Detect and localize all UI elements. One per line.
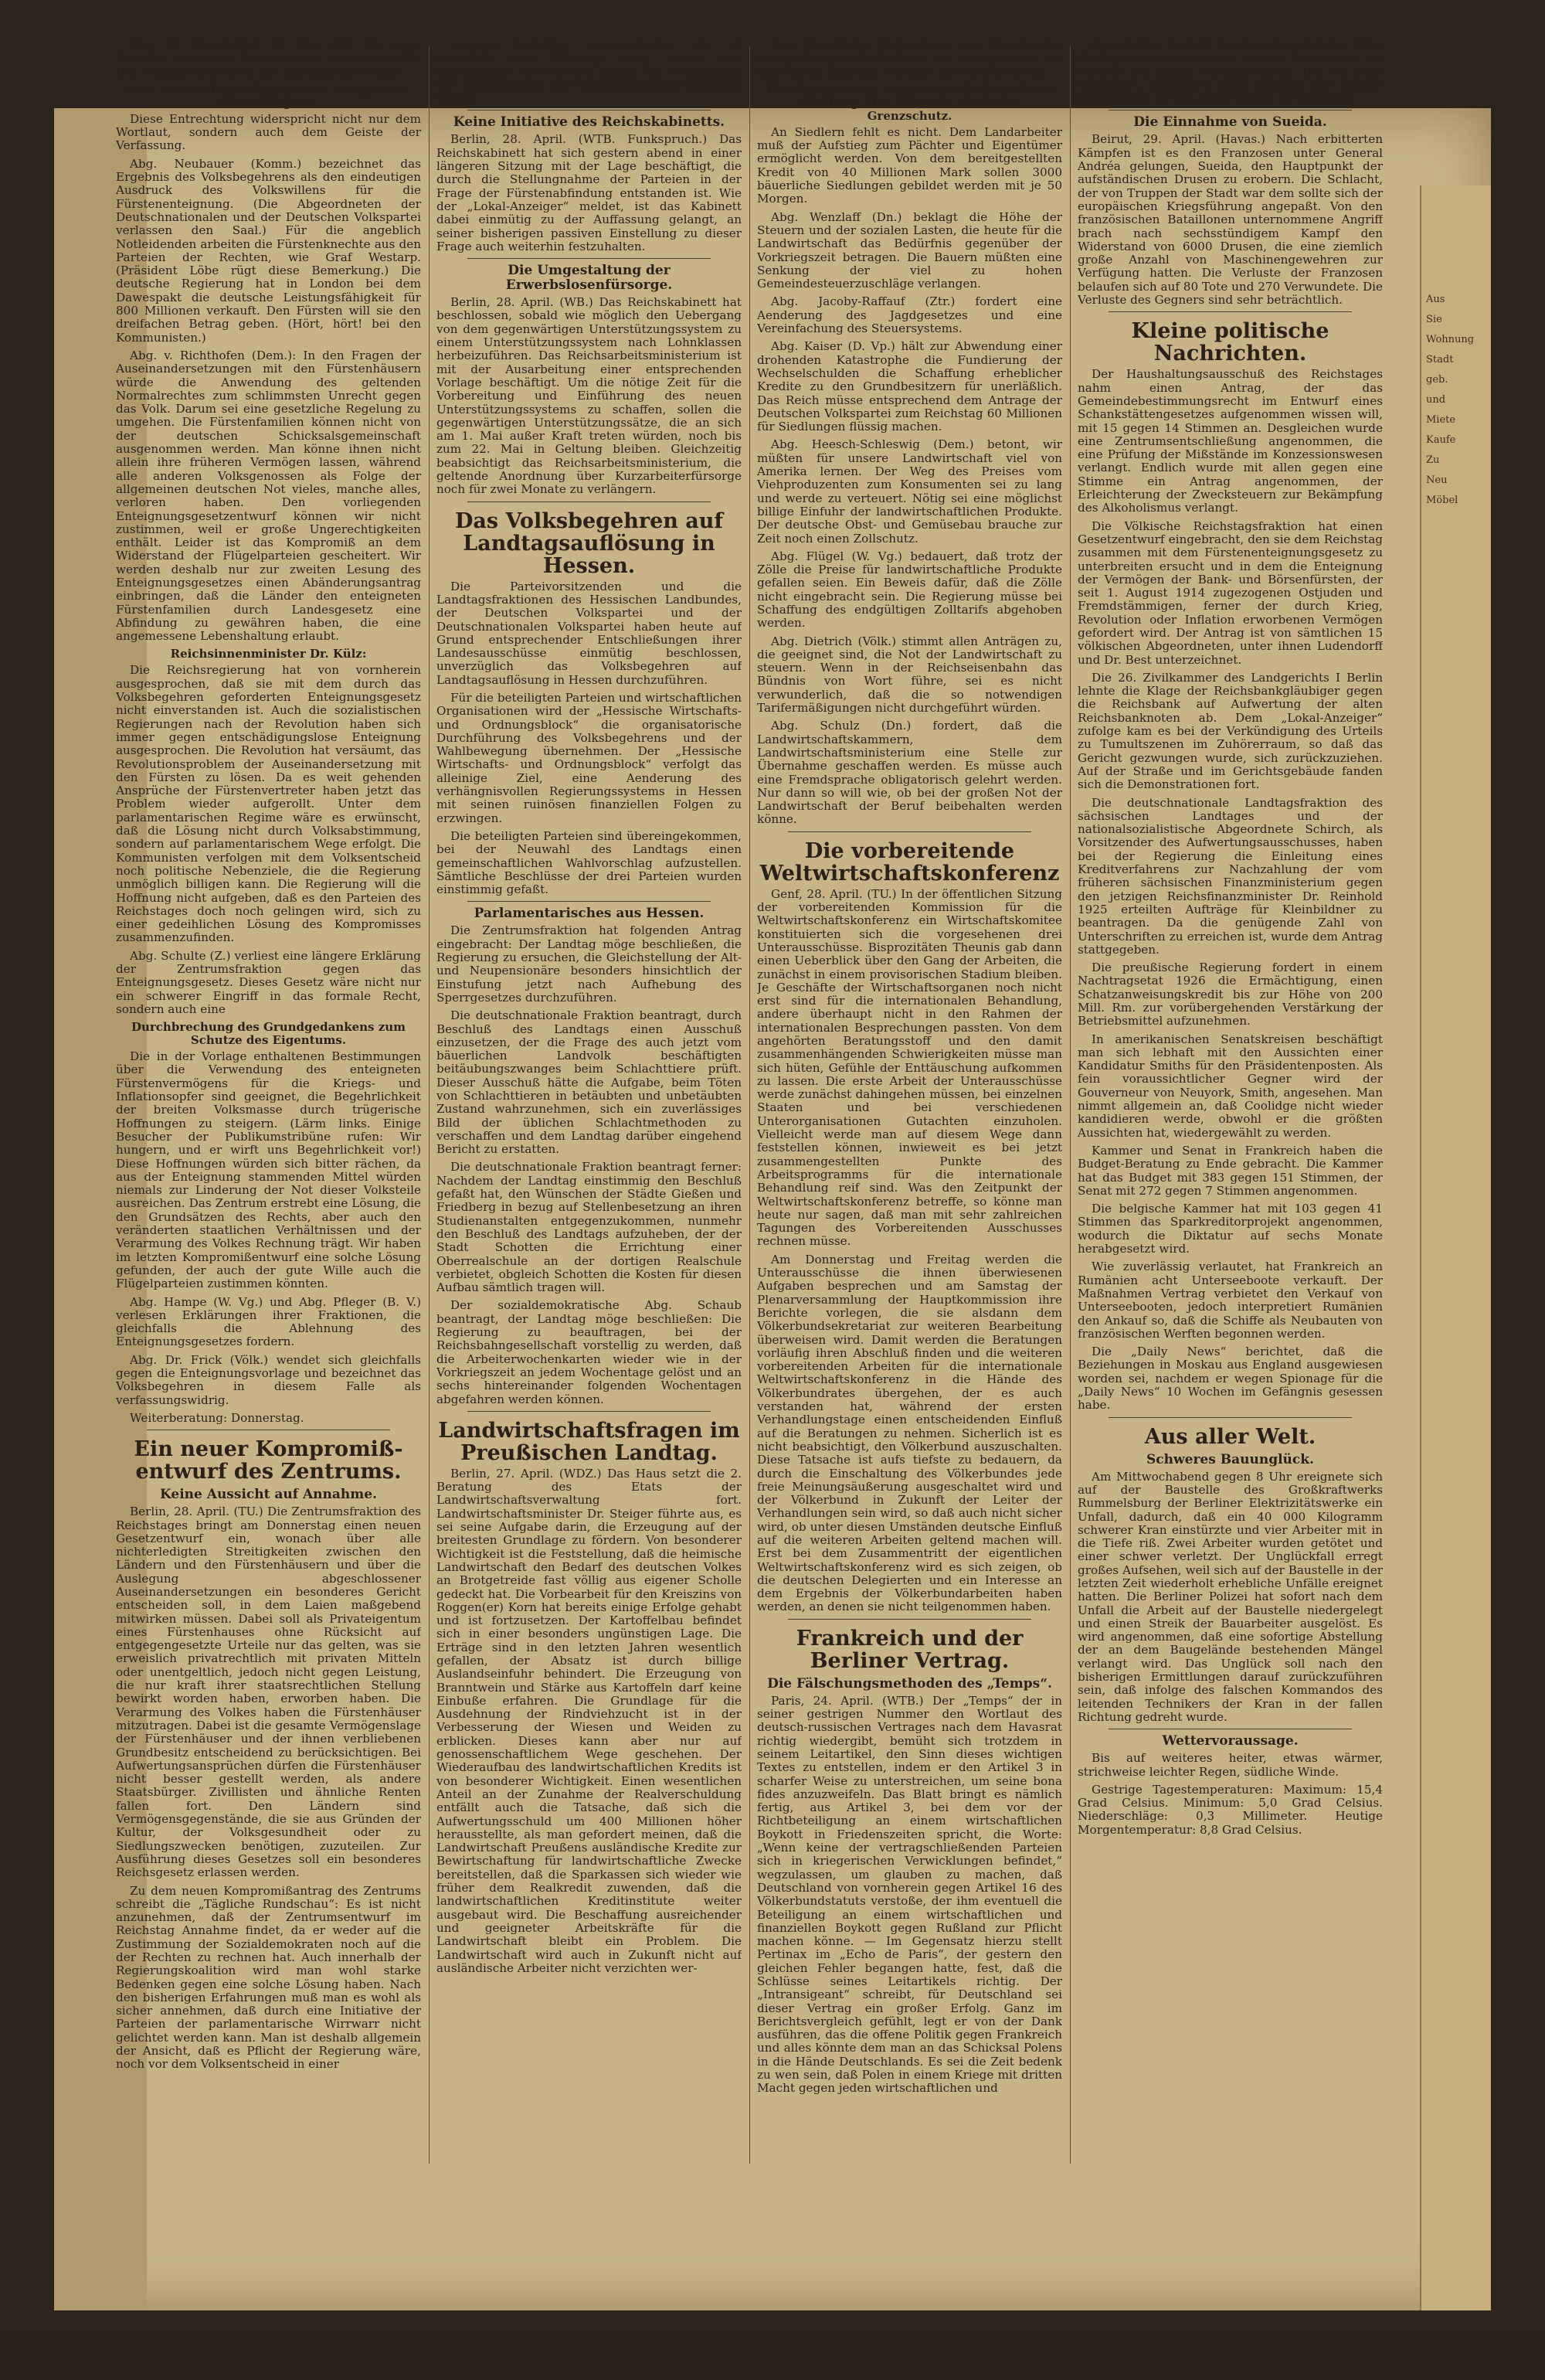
bold-subheading: Eine lebenswerte Aufgabe ist die bäuerliche Siedlung. Der Bauer ist der beste Grenzschutz. (766, 82, 1053, 123)
article-paragraph: Die deutschnationale Fraktion beantragt, durch Beschluß des Landtags einen Ausschuß einzusetzen, der die Frage des auch jetzt vom bäuerlichen Landvolk beschäftigten beitäubungszwanges beim Schlachttiere prüft. Dieser Ausschuß hätte die Aufgabe, beim Töten von Schlachttieren in betäubten und unbetäubten Zustand wahrzunehmen, sich ein zuverlässiges Bild der üblichen Schlachtmethoden zu verschaffen und dem Landtag darüber eingehend Bericht zu erstatten. (436, 1008, 742, 1157)
adjacent-page-fragment: Möbel (1426, 495, 1458, 506)
article-column-3 (757, 39, 1062, 2171)
article-headline: Die vorbereitende Weltwirtschaftskonferenz (759, 838, 1060, 886)
adjacent-page-fragment: geb. (1426, 374, 1448, 386)
article-paragraph: Am Mittwochabend gegen 8 Uhr ereignete sich auf der Baustelle des Großkraftwerks Rummelsburg der Berliner Elektrizitätswerke ein Unfall, dadurch, daß ein 40 000 Kilogramm schwerer Kran einstürzte und vier Arbeiter mit in die Tiefe riß. Zwei Arbeiter wurden getötet und einer schwer verletzt. Der Unglückfall erregt großes Aufsehen, weil sich auf der Baustelle in der letzten Zeit wiederholt erhebliche Unfälle ereignet hatten. Die Berliner Polizei hat sofort nach dem Unfall die Arbeit auf der Baustelle niedergelegt und einen Streik der Bauarbeiter ausgelöst. Es wird angenommen, daß eine sofortige Abstellung der an dem Baugelände bestehenden Mängel verlangt wird. Das Unglück soll nach den bisherigen Ermittlungen darauf zurückzuführen sein, daß infolge des falschen Kommandos des leitenden Technikers der Kran in der fallen Richtung gedreht wurde. (1078, 1469, 1383, 1724)
article-headline: Ein neuer Kompromiß-entwurf des Zentrums. (134, 1437, 403, 1484)
article-paragraph: Die deutschnationale Fraktion beantragt ferner: Nachdem der Landtag einstimmig den Beschluß gefaßt hat, den Wünschen der Städte Gießen und Friedberg in bezug auf Stellenbesetzung an ihren Studienanstalten entgegenzukommen, nunmehr den Beschluß des Landtags aufzuheben, der der Stadt Schotten die Errichtung einer Oberrealschule an der dortigen Realschule verbietet, obgleich Schotten die Kosten für diesen Aufbau sämtlich tragen will. (436, 1160, 742, 1295)
article-paragraph: Berlin, 27. April. (WDZ.) Das Haus setzt die 2. Beratung des Etats der Landwirtschaftsverwaltung fort. Landwirtschaftsminister Dr. Steiger führte aus, es sei seine Aufgabe darin, die Erzeugung auf der breitesten Grundlage zu fördern. Von besonderer Wichtigkeit ist die Feststellung, daß die heimische Landwirtschaft den Bedarf des deutschen Volkes an Brotgetreide fast völlig aus eigener Scholle gedeckt hat. Die Vorbearbeit für den Kreiszins von Roggen(er) Korn hat bereits einige Erfolge gehabt und ist fortzusetzen. Der Kartoffelbau befindet sich in einer besonders ungünstigen Lage. Die Erträge sind in den letzten Jahren wesentlich gefallen, der Absatz ist durch billige Auslandseinfuhr behindert. Die Erzeugung von Branntwein und Stärke aus Kartoffeln darf keine Einbuße erfahren. Die Grundlage für die Ausdehnung der Rindviehzucht ist in der Verbesserung der Wiesen und Weiden zu erblicken. Dieses kann aber nur auf genossenschaftlichem Wege geschehen. Der Wiederaufbau des landwirtschaftlichen Kredits ist von besonderer Wichtigkeit. Einen wesentlichen Anteil an der Zunahme der Realverschuldung entfällt auch die Tatsache, daß sich die Aufwertungsschuld um 400 Millionen höher herausstellte, als man gefordert meinen, daß die Landwirtschaft Preußens ausländische Kredite zur Bewirtschaftung für landwirtschaftliche Zwecke bereitstellen, daß die Sparkassen sich wieder wie früher dem Realkredit zuwenden, daß die landwirtschaftlichen Kreditinstitute weiter ausgebaut wird. Die Beschaffung ausreichender und geeigneter Arbeitskräfte für die Landwirtschaft bleibt ein Problem. Die Landwirtschaft wird auch in Zukunft nicht auf ausländische Arbeiter nicht verzichten wer- (436, 1466, 742, 1975)
article-paragraph: Die beteiligten Parteien sind übereingekommen, bei der Neuwahl des Landtags einen gemeinschaftlichen Wahlvorschlag aufzustellen. Sämtliche Beschlüsse der drei Parteien wurden einstimmig gefaßt. (436, 828, 742, 897)
article-paragraph: Berlin, 28. April. (TU.) Die Zentrumsfraktion des Reichstages bringt am Donnerstag einen neuen Gesetzentwurf ein, wonach über alle nichterledigten Streitigkeiten zwischen den Ländern und den Fürstenhäusern und über die Auslegung abgeschlossener Auseinandersetzungen ein besonderes Gericht entscheiden soll, in dem Laien maßgebend mitwirken müssen. Dabei soll als Privateigentum eines Fürstenhauses ohne Rücksicht auf entgegengesetzte Urteile nur das gelten, was sie erweislich privatrechtlich mit privaten Mitteln oder unentgeltlich, jedoch nicht gegen Leistung, die nur kraft ihrer staatsrechtlichen Stellung bewirkt worden haben, erworben haben. Die Verarmung des Volkes haben die Fürstenhäuser mitzutragen. Dabei ist die gesamte Vermögenslage der Fürstenhäuser und der ihnen verbliebenen Grundbesitz entscheidend zu berücksichtigen. Bei Aufwertungsansprüchen dürfen die Fürstenhäuser nicht besser gestellt werden, als andere Staatsbürger. Zivillisten und ähnliche Renten fallen fort. Den Ländern sind Vermögensgegenstände, die sie aus Gründen der Kultur, der Volksgesundheit oder zu Siedlungszwecken benötigen, zuzuteilen. Zur Ausführung dieses Gesetzes soll ein besonderes Reichsgesetz erlassen werden. (116, 1504, 421, 1880)
article-paragraph: Abg. Dr. Wunderlich (D. Vp.) gibt für seine Fraktion eine kurze Erklärung ab, in der es heißt: Die Volkspartei sieht in der Entrignungsvorlage (116, 39, 421, 79)
article-paragraph: Diese Entrechtung widerspricht nicht nur dem Wortlaut, sondern auch dem Geiste der Verfassung. (116, 111, 421, 153)
article-paragraph: Zu dem neuen Kompromißantrag des Zentrums schreibt die „Tägliche Rundschau“: Es ist nicht anzunehmen, daß der Zentrumsentwurf im Reichstag Annahme findet, da er weder auf die Zustimmung der Sozialdemokraten noch auf die der Rechten zu rechnen hat. Auch innerhalb der Regierungskoalition wird man wohl starke Bedenken gegen eine solche Lösung haben. Nach den bisherigen Erfahrungen muß man es wohl als sicher annehmen, daß durch eine Initiative der Parteien der parlamentarische Wirrwarr nicht gelichtet werden kann. Man ist deshalb allgemein der Ansicht, daß es Pflicht der Regierung wäre, noch vor dem Volksentscheid in einer (116, 1883, 421, 2072)
article-paragraph: Abg. v. Richthofen (Dem.): In den Fragen der Auseinandersetzungen mit den Fürstenhäusern würde die Anwendung des geltenden Normalrechtes zum schlimmsten Unrecht gegen das Volk. Darum sei eine gesetzliche Regelung zu umgehen. Die Fürstenfamilien können nicht von der deutschen Schicksalsgemeinschaft ausgenommen werden. Man könne ihnen nicht allein ihre früheren Vermögen lassen, während alle anderen Volksgenossen als Folge der allgemeinen deutschen Not vieles, manche alles, verloren haben. Den vorliegenden Enteignungsgesetzentwurf können wir nicht zustimmen, weil er große Ungerechtigkeiten enthält. Leider ist das Kompromiß an dem Widerstand der Flügelparteien gescheitert. Wir werden deshalb nur zur zweiten Lesung des Enteignungsgesetzes einen Abänderungsantrag einbringen, daß die Länder den enteigneten Fürstenfamilien durch Landesgesetz eine Abfindung zu gewähren haben, die eine angemessene Lebenshaltung erlaubt. (116, 348, 421, 644)
article-paragraph: eigenen Initiative hervorzutreten. Es ist jedenfalls eine Führung nötig, damit eine gemeinsame Abwehrfront gegen die Propaganda der Kommunisten und Sozialdemokraten zustande kommt. (436, 39, 742, 106)
article-subheadline: Die Fälschungsmethoden des „Temps“. (767, 1675, 1052, 1692)
article-subheadline: Keine Aussicht auf Annahme. (159, 1487, 377, 1503)
article-paragraph: Gestrige Tagestemperaturen: Maximum: 15,4 Grad Celsius. Minimum: 5,0 Grad Celsius. Niederschläge: 0,3 Millimeter. Heutige Morgentemperatur: 8,8 Grad Celsius. (1078, 1782, 1383, 1837)
article-paragraph: Die in der Vorlage enthaltenen Bestimmungen über die Verwendung des enteigneten Fürstenvermögens für die Kriegs- und Inflationsopfer sind geeignet, die Begehrlichkeit der breiten Volksmasse durch trügerische Hoffnungen zu steigern. (Lärm links. Einige Besucher der Publikumstribüne rufen: Wir hungern, und er wirft uns Begehrlichkeit vor!) Diese Hoffnungen würden sich bitter rächen, da aus der Enteignung stammenden Mittel würden niemals zur Linderung der Not dieser Volksteile ausreichen. Das Zentrum erstrebt eine Lösung, die den Grundsätzen des Rechts, aber auch den veränderten staatlichen Verhältnissen und der Verarmung des Volkes Rechnung trägt. Wir haben im letzten Kompromißentwurf eine solche Lösung gefunden, der auch der gute Wille auch die Flügelparteien zustimmen könnten. (116, 1049, 421, 1291)
section-divider (1109, 311, 1352, 312)
article-paragraph: Abg. Flügel (W. Vg.) bedauert, daß trotz der Zölle die Preise für landwirtschaftliche Produkte gefallen seien. Ein Beweis dafür, daß die Zölle nicht eingebracht sein. Die Regierung müsse bei Schaffung des endgültigen Zolltarifs abgehoben werden. (757, 549, 1062, 631)
adjacent-page-fragment: Aus (1426, 294, 1445, 305)
article-subheadline: Die Umgestaltung der Erwerbslosenfürsorge. (505, 263, 673, 294)
article-paragraph: Bis auf weiteres heiter, etwas wärmer, strichweise leichter Regen, südliche Winde. (1078, 1751, 1383, 1779)
article-paragraph: den. Gesetzliche Maßnahmen zum Zwecke der zwangsläufigen Festhaltung der Arbeitskräfte auf dem Lande kann der Minister nicht befürworten. (757, 39, 1062, 79)
article-column-2 (436, 39, 742, 2171)
article-paragraph: Abg. Heesch-Schleswig (Dem.) betont, wir müßten für unsere Landwirtschaft viel von Amerika lernen. Der Weg des Preises vom Viehproduzenten zum Konsumenten sei zu lang und werde zu verteuert. Nötig sei eine möglichst billige Einfuhr der landwirtschaftlichen Produkte. Der deutsche Obst- und Gemüsebau brauche zur Zeit noch einen Zollschutz. (757, 437, 1062, 546)
adjacent-page-fragment: Sie (1426, 314, 1442, 325)
article-paragraph: Berlin, 28. April. (WTB. Funkspruch.) Das Reichskabinett hat sich gestern abend in einer längeren Sitzung mit der Lage beschäftigt, die durch die Stellungnahme der Parteien in der Frage der Fürstenabfindung entstanden ist. Wie der „Lokal-Anzeiger“ meldet, ist das Kabinett dabei einmütig zu der Auffassung gelangt, an seiner bisherigen passiven Einstellung zu dieser Frage auch weiterhin festzuhalten. (436, 132, 742, 253)
section-divider (788, 831, 1031, 832)
article-paragraph: Der Haushaltungsausschuß des Reichstages nahm einen Antrag, der das Gemeindebestimmungsrecht im Entwurf eines Schankstättengesetzes aufgenommen wissen will, mit 15 gegen 14 Stimmen an. Desgleichen wurde eine Zentrumsentschließung angenommen, die eine Prüfung der Mißstände im Konzessionswesen verlangt. Endlich wurde mit allen gegen eine Stimme ein Antrag angenommen, der Erleichterung der Zwecksteuern zur Bekämpfung des Alkoholismus verlangt. (1078, 367, 1383, 515)
bold-subheading: eine brutale Entrechtung einer Gruppe von Staatsbürgern. (127, 82, 409, 110)
article-column-1 (116, 39, 421, 2171)
adjacent-page-strip (1420, 185, 1491, 2310)
article-paragraph: Weiterberatung: Donnerstag. (130, 1410, 304, 1425)
article-paragraph: Die Reichsregierung hat von vornherein ausgesprochen, daß sie mit dem durch das Volksbegehren geforderten Enteignungsgesetz nicht einverstanden ist. Auch die sozialistischen Regierungen nach der Revolution haben sich immer gegen entschädigungslose Enteignung ausgesprochen. Die Revolution hat versäumt, das Revolutionsproblem der Auseinandersetzung mit den Fürsten zu lösen. Da es weit gehenden Ansprüche der Fürstenvertreter haben jetzt das Problem wieder aufgerollt. Unter dem parlamentarischen Regime wäre es erwünscht, daß die Lösung nicht durch Volksabstimmung, sondern auf parlamentarischem Wege erfolgt. Die Kommunisten verfolgen mit dem Volksentscheid noch politische Nebenziele, die die Regierung unmöglich billigen kann. Die Regierung will die Hoffnung nicht aufgeben, daß es den Parteien des Reichstages doch noch gelingen wird, sich zu einer gedeihlichen Lösung des Kompromisses zusammenzufinden. (116, 663, 421, 945)
article-subheadline: Schweres Bauunglück. (1146, 1451, 1314, 1467)
article-paragraph: Abg. Schulte (Z.) verliest eine längere Erklärung der Zentrumsfraktion gegen das Enteignungsgesetz. Dieses Gesetz wäre nicht nur ein schwerer Eingriff in das formale Recht, sondern auch eine (116, 948, 421, 1016)
article-paragraph: Abg. Kaiser (D. Vp.) hält zur Abwendung einer drohenden Katastrophe die Fundierung der Wechselschulden die Schaffung erheblicher Kredite zu den Grundbesitzern für unerläßlich. Das Reich müsse entsprechend dem Antrage der Deutschen Volkspartei zum Reichstag 60 Millionen für Siedlungen flüssig machen. (757, 339, 1062, 434)
article-paragraph: Die deutschnationale Landtagsfraktion des sächsischen Landtages und der nationalsozialistische Abgeordnete Schirch, als Vorsitzender des Aufwertungsausschusses, haben bei der Regierung die Einleitung eines Kreditverfahrens zur Nachzahlung der vom früheren sächsischen Finanzministerium gegen den jetzigen Reichsfinanzminister Dr. Reinhold 1925 erteilten Aufträge für Kleinbildner zu beantragen. Da die genügende Zahl von Unterschriften zu erreichen ist, wurde dem Antrag stattgegeben. (1078, 795, 1383, 957)
article-paragraph: Die Parteivorsitzenden und die Landtagsfraktionen des Hessischen Landbundes, der Deutschen Volkspartei und der Deutschnationalen Volkspartei haben heute auf Grund entsprechender Entschließungen ihrer Landesausschüsse einmütig beschlossen, unverzüglich das Volksbegehren auf Landtagsauflösung in Hessen durchzuführen. (436, 579, 742, 687)
article-paragraph: Die Zentrumsfraktion hat folgenden Antrag eingebracht: Der Landtag möge beschließen, die Regierung zu ersuchen, die Gleichstellung der Alt- und Neupensionäre besonders hinsichtlich der Einstufung jetzt nach Aufhebung des Sperrgesetzes durchzuführen. (436, 923, 742, 1005)
article-paragraph: Beirut, 29. April. (Havas.) Nach erbitterten Kämpfen ist es den Franzosen unter General Andréa gelungen, Sueida, den Hauptpunkt der aufständischen Drusen zu erobern. Die Schlacht, der von Truppen der Stadt war dem sollte sich der europäischen Kriegsführung angepaßt. Von den französischen Bataillonen unternommene Angriff brach nach sechsstündigem Kampf den Widerstand von 6000 Drusen, die eine ziemlich große Anzahl von Maschinengewehren zur Verfügung hatten. Die Verluste der Franzosen belaufen sich auf 80 Tote und 270 Verwundete. Die Verluste des Gegners sind sehr beträchtlich. (1078, 132, 1383, 308)
article-paragraph: Die Völkische Reichstagsfraktion hat einen Gesetzentwurf eingebracht, den sie dem Reichstag zusammen mit dem Fürstenenteignungsgesetz zu unterbreiten ersucht und in dem die Enteignung der Vermögen der Bank- und Börsenfürsten, der seit 1. August 1914 zugezogenen Ostjuden und Fremdstämmigen, ferner der durch Krieg, Revolution oder Inflation erworbenen Vermögen gefordert wird. Der Antrag ist von sämtlichen 15 völkischen Abgeordneten, unter ihnen Ludendorff und Dr. Best unterzeichnet. (1078, 518, 1383, 667)
article-paragraph: Die 26. Zivilkammer des Landgerichts I Berlin lehnte die Klage der Reichsbankgläubiger gegen die Reichsbank auf Aufwertung der alten Reichsbanknoten ab. Dem „Lokal-Anzeiger“ zufolge kam es bei der Verkündigung des Urteils zu Tumultszenen im Zuhörerraum, so daß das Gericht gezwungen wurde, sich zurückzuziehen. Auf der Straße und im Gerichtsgebäude fanden sich die Demonstrationen fort. (1078, 670, 1383, 792)
article-headline: Landwirtschaftsfragen im Preußischen Landtag. (438, 1418, 740, 1465)
section-divider (1109, 1417, 1352, 1418)
bold-subheading: Reichsinnenminister Dr. Külz: (170, 647, 367, 661)
article-paragraph: Die belgische Kammer hat mit 103 gegen 41 Stimmen das Sparkreditorprojekt angenommen, wodurch die Diktatur auf sechs Monate herabgesetzt wird. (1078, 1202, 1383, 1256)
adjacent-page-fragment: Stadt (1426, 354, 1454, 366)
article-paragraph: Paris, 24. April. (WTB.) Der „Temps“ der in seiner gestrigen Nummer den Wortlaut des deutsch-russischen Vertrages nach dem Havasrat richtig wiedergibt, bemüht sich trotzdem in seinem Leitartikel, den Sinn dieses wichtigen Textes zu entstellen, indem er den Artikel 3 in scharfer Weise zu unterstreichen, um seine bona fides anzuzweifeln. Das Blatt bringt es nämlich fertig, aus Artikel 3, bei dem vor der Richtbeteiligung an einem wirtschaftlichen Boykott in Friedenszeiten spricht, die Worte: „Wenn keine der vertragschließenden Parteien sich in kriegerischen Verwicklungen befindet,“ wegzulassen, um glauben zu machen, daß Deutschland von vornherein gegen Artikel 16 des Völkerbundstatuts verstoße, der ihm eventuell die Beteiligung an einem wirtschaftlichen und finanziellen Boykott gegen Rußland zur Pflicht machen könne. — Im Gegensatz hierzu stellt Pertinax im „Echo de Paris“, der gestern den gleichen Fehler begangen hatte, fest, daß die Schlüsse seines Leitartikels richtig. Der „Intransigeant“ schreibt, für Deutschland sei dieser Vertrag ein großer Erfolg. Ganz im Berichtsvergleich gefühlt, legt er von der Dank ausführen, das die offene Politik gegen Frankreich und alles könnte dem man an das Schicksal Polens in die Hände Deutschlands. Es sei die Zeit bedenk zu wen sein, daß Polen in einem Kriege mit dritten Macht gegen jeden wirtschaftlichen und (757, 1693, 1062, 2096)
article-paragraph: Abg. Wenzlaff (Dn.) beklagt die Höhe der Steuern und der sozialen Lasten, die heute für die Landwirtschaft das Bedürfnis gegenüber der Vorkriegszeit betragen. Die Bauern müßten eine Senkung der viel zu hohen Gemeindesteuerzuschläge verlangen. (757, 209, 1062, 291)
article-paragraph: Abg. Dr. Frick (Völk.) wendet sich gleichfalls gegen die Enteignungsvorlage und bezeichnet das Volksbegehren in diesem Falle als verfassungswidrig. (116, 1352, 421, 1407)
adjacent-page-fragment: Miete (1426, 414, 1456, 426)
article-headline: Das Volksbegehren auf Landtagsauflösung in Hessen. (454, 508, 724, 578)
section-divider (467, 258, 711, 259)
article-headline: Frankreich und der Berliner Vertrag. (796, 1626, 1024, 1673)
bold-subheading: Durchbrechung des Grundgedankens zum Schutze des Eigentums. (131, 1020, 406, 1048)
article-paragraph: Kammer und Senat in Frankreich haben die Budget-Beratung zu Ende gebracht. Die Kammer hat das Budget mit 383 gegen 151 Stimmen, der Senat mit 272 gegen 7 Stimmen angenommen. (1078, 1143, 1383, 1198)
article-paragraph: Berlin, 28. April. (WB.) Das Reichskabinett hat beschlossen, sobald wie möglich den Uebergang von dem gegenwärtigen Unterstützungssystem zu einem Unterstützungssystem nach Lohnklassen herbeizuführen. Das Reichsarbeitsministerium ist mit der Ausarbeitung einer entsprechenden Vorlage beschäftigt. Um die nötige Zeit für die Vorbereitung und Einführung des neuen Unterstützungssystems zu schaffen, sollen die gegenwärtigen Unterstützungssätze, die an sich am 1. Mai außer Kraft treten würden, noch bis zum 22. Mai in Geltung bleiben. Gleichzeitig beabsichtigt das Reichsarbeitsministerium, die geltende Anordnung über Kurzarbeiterfürsorge noch für zwei Monate zu verlängern. (436, 295, 742, 497)
article-paragraph: Abg. Dietrich (Völk.) stimmt allen Anträgen zu, die geeignet sind, die Not der Landwirtschaft zu steuern. Wenn in der Reichseisenbahn das Bündnis von Wort führe, sei es nicht verwunderlich, daß die so notwendigen Tarifermäßigungen nicht durchgeführt würden. (757, 634, 1062, 716)
article-paragraph: Abg. Schulz (Dn.) fordert, daß die Landwirtschaftskammern, dem Landwirtschaftsministerium eine Stelle zur Übernahme geschaffen werden. Es müsse auch eine Fremdsprache obligatorisch gelehrt werden. Nur dann so will wie, ob bei der großen Not der Landwirtschaft der Beruf beibehalten werden könne. (757, 719, 1062, 827)
adjacent-page-fragment: Kaufe (1426, 434, 1456, 446)
adjacent-page-fragment: Wohnung (1426, 334, 1475, 345)
article-paragraph: Abg. Neubauer (Komm.) bezeichnet das Ergebnis des Volksbegehrens als den eindeutigen Ausdruck des Volkswillens für die Fürstenenteignung. (Die Abgeordneten der Deutschnationalen und der Deutschen Volkspartei verlassen den Saal.) Für die angeblich Notleidenden arbeiten die Fürstenknechte aus den Parteien der Rechten, wie Graf Westarp. (Präsident Löbe rügt diese Bemerkung.) Die deutsche Regierung hat in London bei dem Dawespakt die deutsche Leistungsfähigkeit für 800 Millionen verkauft. Den Fürsten will sie den dreifachen Betrag geben. (Hört, hört! bei den Kommunisten.) (116, 156, 421, 345)
section-divider (467, 901, 711, 902)
article-subheadline: Parlamentarisches aus Hessen. (474, 906, 705, 922)
adjacent-page-fragment: Zu (1426, 454, 1440, 466)
column-rule (749, 46, 750, 2164)
article-paragraph: Der sozialdemokratische Abg. Schaub beantragt, der Landtag möge beschließen: Die Regierung zu beauftragen, bei der Reichsbahngesellschaft vorstellig zu werden, daß die Arbeiterwochenkarten wieder wie in der Vorkriegszeit an jedem Wochentage gelöst und an sechs hintereinander folgenden Wochentagen abgefahren werden können. (436, 1298, 742, 1406)
article-paragraph: Die preußische Regierung fordert in einem Nachtragsetat 1926 die Ermächtigung, einen Schatzanweisungskredit bis zur Höhe von 200 Mill. Rm. zur vorübergehenden Verstärkung der Betriebsmittel aufzunehmen. (1078, 960, 1383, 1028)
article-subheadline: Keine Initiative des Reichskabinetts. (453, 114, 725, 131)
article-paragraph: Die „Daily News“ berichtet, daß die Beziehungen in Moskau aus England ausgewiesen worden sei, nachdem er wegen Spionage für die „Daily News“ 10 Wochen im Gefängnis gesessen habe. (1078, 1345, 1383, 1413)
column-rule (1070, 46, 1071, 2164)
section-divider (467, 1411, 711, 1412)
article-paragraph: Am Donnerstag und Freitag werden die Unterausschüsse die ihnen überwiesenen Aufgaben besprechen und am Samstag der Plenarversammlung der Hauptkommission ihre Berichte vorlegen, die sie alsdann dem Völkerbundsekretariat zur weiteren Bearbeitung überweisen wird. Damit werden die Beratungen vorläufig ihren Abschluß finden und die weiteren vorbereitenden Arbeiten für die internationale Weltwirtschaftskonferenz in die Hände des Völkerbundrates übergehen, der es auch verstanden hat, während der ersten Verhandlungstage einen entscheidenden Einfluß auf die Beratungen zu nehmen. Sicherlich ist es nicht beabsichtigt, den Völkerbund auszuschalten. Diese Tatsache ist aufs tiefste zu bedauern, da durch die Einschaltung des Völkerbundes jede freie Meinungsäußerung ausgeschaltet wird und der Völkerbund in Zukunft der Leiter der Verhandlungen sein wird, so daß auch nicht sicher wird, ob unter diesen Umständen deutsche Einfluß auf die weiteren Arbeiten geltend machen will. Erst bei dem Zusammentritt der eigentlichen Weltwirtschaftskonferenz wird es sich zeigen, ob die deutschen Delegierten und ein Interesse an dem Ergebnis der Völkerbundarbeiten haben werden, an denen sie nicht teilgenommen haben. (757, 1252, 1062, 1614)
article-column-4 (1078, 39, 1383, 2171)
article-headline: Kleine politische Nachrichten. (1131, 319, 1329, 366)
article-paragraph: finanziellen Boykott durch andere Länder. Man dürfe jedoch nicht mutlos werden. Man wisse die Antwort auf diesen Vertrag suchen. Das sei nicht unmöglich, besonders wenn England sich endlich entschließe, die deutsche Gefahr zu verstehen. (1078, 39, 1383, 106)
article-paragraph: Genf, 28. April. (TU.) In der öffentlichen Sitzung der vorbereitenden Kommission für die Weltwirtschaftskonferenz ein Wirtschaftskomitee konstituierten sich die vorgesehenen drei Unterausschüsse. Bisprozitäten Theunis gab dann einen Ueberblick über den Gang der Arbeiten, die zunächst in einem provisorischen Stadium bleiben. Je Geschäfte der Wirtschaftsorganen noch nicht erst sind für die internationalen Behandlung, andere überhaupt nicht in den Rahmen der internationalen Besprechungen passten. Von dem angehörten Beratungsstoff und den damit zusammenhängenden Schwierigkeiten müsse man sich hüten, Gefühle der Enttäuschung aufkommen zu lassen. Die erste Arbeit der Unterausschüsse werde zunächst dahingehen müssen, bei einzelnen Staaten und bei verschiedenen Unterorganisationen Gutachten einzuholen. Vielleicht werde man auf diesem Wege dann feststellen können, inwieweit es bei jetzt zusammengestellten Punkte des Arbeitsprogramms für die internationale Behandlung reif sind. Was den Zeitpunkt der Weltwirtschaftskonferenz betreffe, so könne man heute nur sagen, daß man mit sehr zahlreichen Tagungen des Vorbereitenden Ausschusses rechnen müsse. (757, 886, 1062, 1249)
article-paragraph: Abg. Jacoby-Raffauf (Ztr.) fordert eine Aenderung des Jagdgesetzes und eine Vereinfachung des Steuersystems. (757, 294, 1062, 336)
article-paragraph: In amerikanischen Senatskreisen beschäftigt man sich lebhaft mit den Aussichten einer Kandidatur Smiths für den Präsidentenposten. Als fein voraussichtlicher Gegner wird der Gouverneur von Neuyork, Smith, angesehen. Man nimmt allgemein an, daß Coolidge nicht wieder kandidieren werde, obwohl er die größten Aussichten hat, wiedergewählt zu werden. (1078, 1032, 1383, 1140)
article-paragraph: Wie zuverlässig verlautet, hat Frankreich an Rumänien acht Unterseeboote verkauft. Der Maßnahmen Vertrag verbietet den Verkauf von Unterseebooten, jedoch interpretiert Rumänien den Ankauf so, daß die Schiffe als Neubauten von französischen Werften begonnen werden. (1078, 1260, 1383, 1341)
adjacent-page-fragment: und (1426, 394, 1446, 406)
adjacent-page-fragment: Neu (1426, 474, 1448, 486)
column-rule (429, 46, 430, 2164)
section-divider (788, 1619, 1031, 1620)
article-headline: Aus aller Welt. (1144, 1424, 1316, 1449)
article-paragraph: An Siedlern fehlt es nicht. Dem Landarbeiter muß der Aufstieg zum Pächter und Eigentümer ermöglicht werden. Von dem bereitgestellten Kredit von 40 Millionen Mark sollen 3000 bäuerliche Siedlungen gebildet werden mit je 50 Morgen. (757, 124, 1062, 206)
article-paragraph: Für die beteiligten Parteien und wirtschaftlichen Organisationen wird der „Hessische Wirtschafts- und Ordnungsblock“ die organisatorische Durchführung des Volksbegehrens und der Wahlbewegung übernehmen. Der „Hessische Wirtschafts- und Ordnungsblock“ verfolgt das alleinige Ziel, eine Aenderung des verhängnisvollen Regierungssystems in Hessen mit seinen ruinösen finanziellen Folgen zu erzwingen. (436, 690, 742, 825)
article-subheadline: Wettervoraussage. (1162, 1733, 1299, 1749)
article-paragraph: Abg. Hampe (W. Vg.) und Abg. Pfleger (B. V.) verlesen Erklärungen ihrer Fraktionen, die gleichfalls die Ablehnung des Enteignungsgesetzes fordern. (116, 1294, 421, 1349)
adjacent-page-text (1426, 294, 1486, 2380)
article-subheadline: Die Einnahme von Sueida. (1133, 114, 1327, 131)
